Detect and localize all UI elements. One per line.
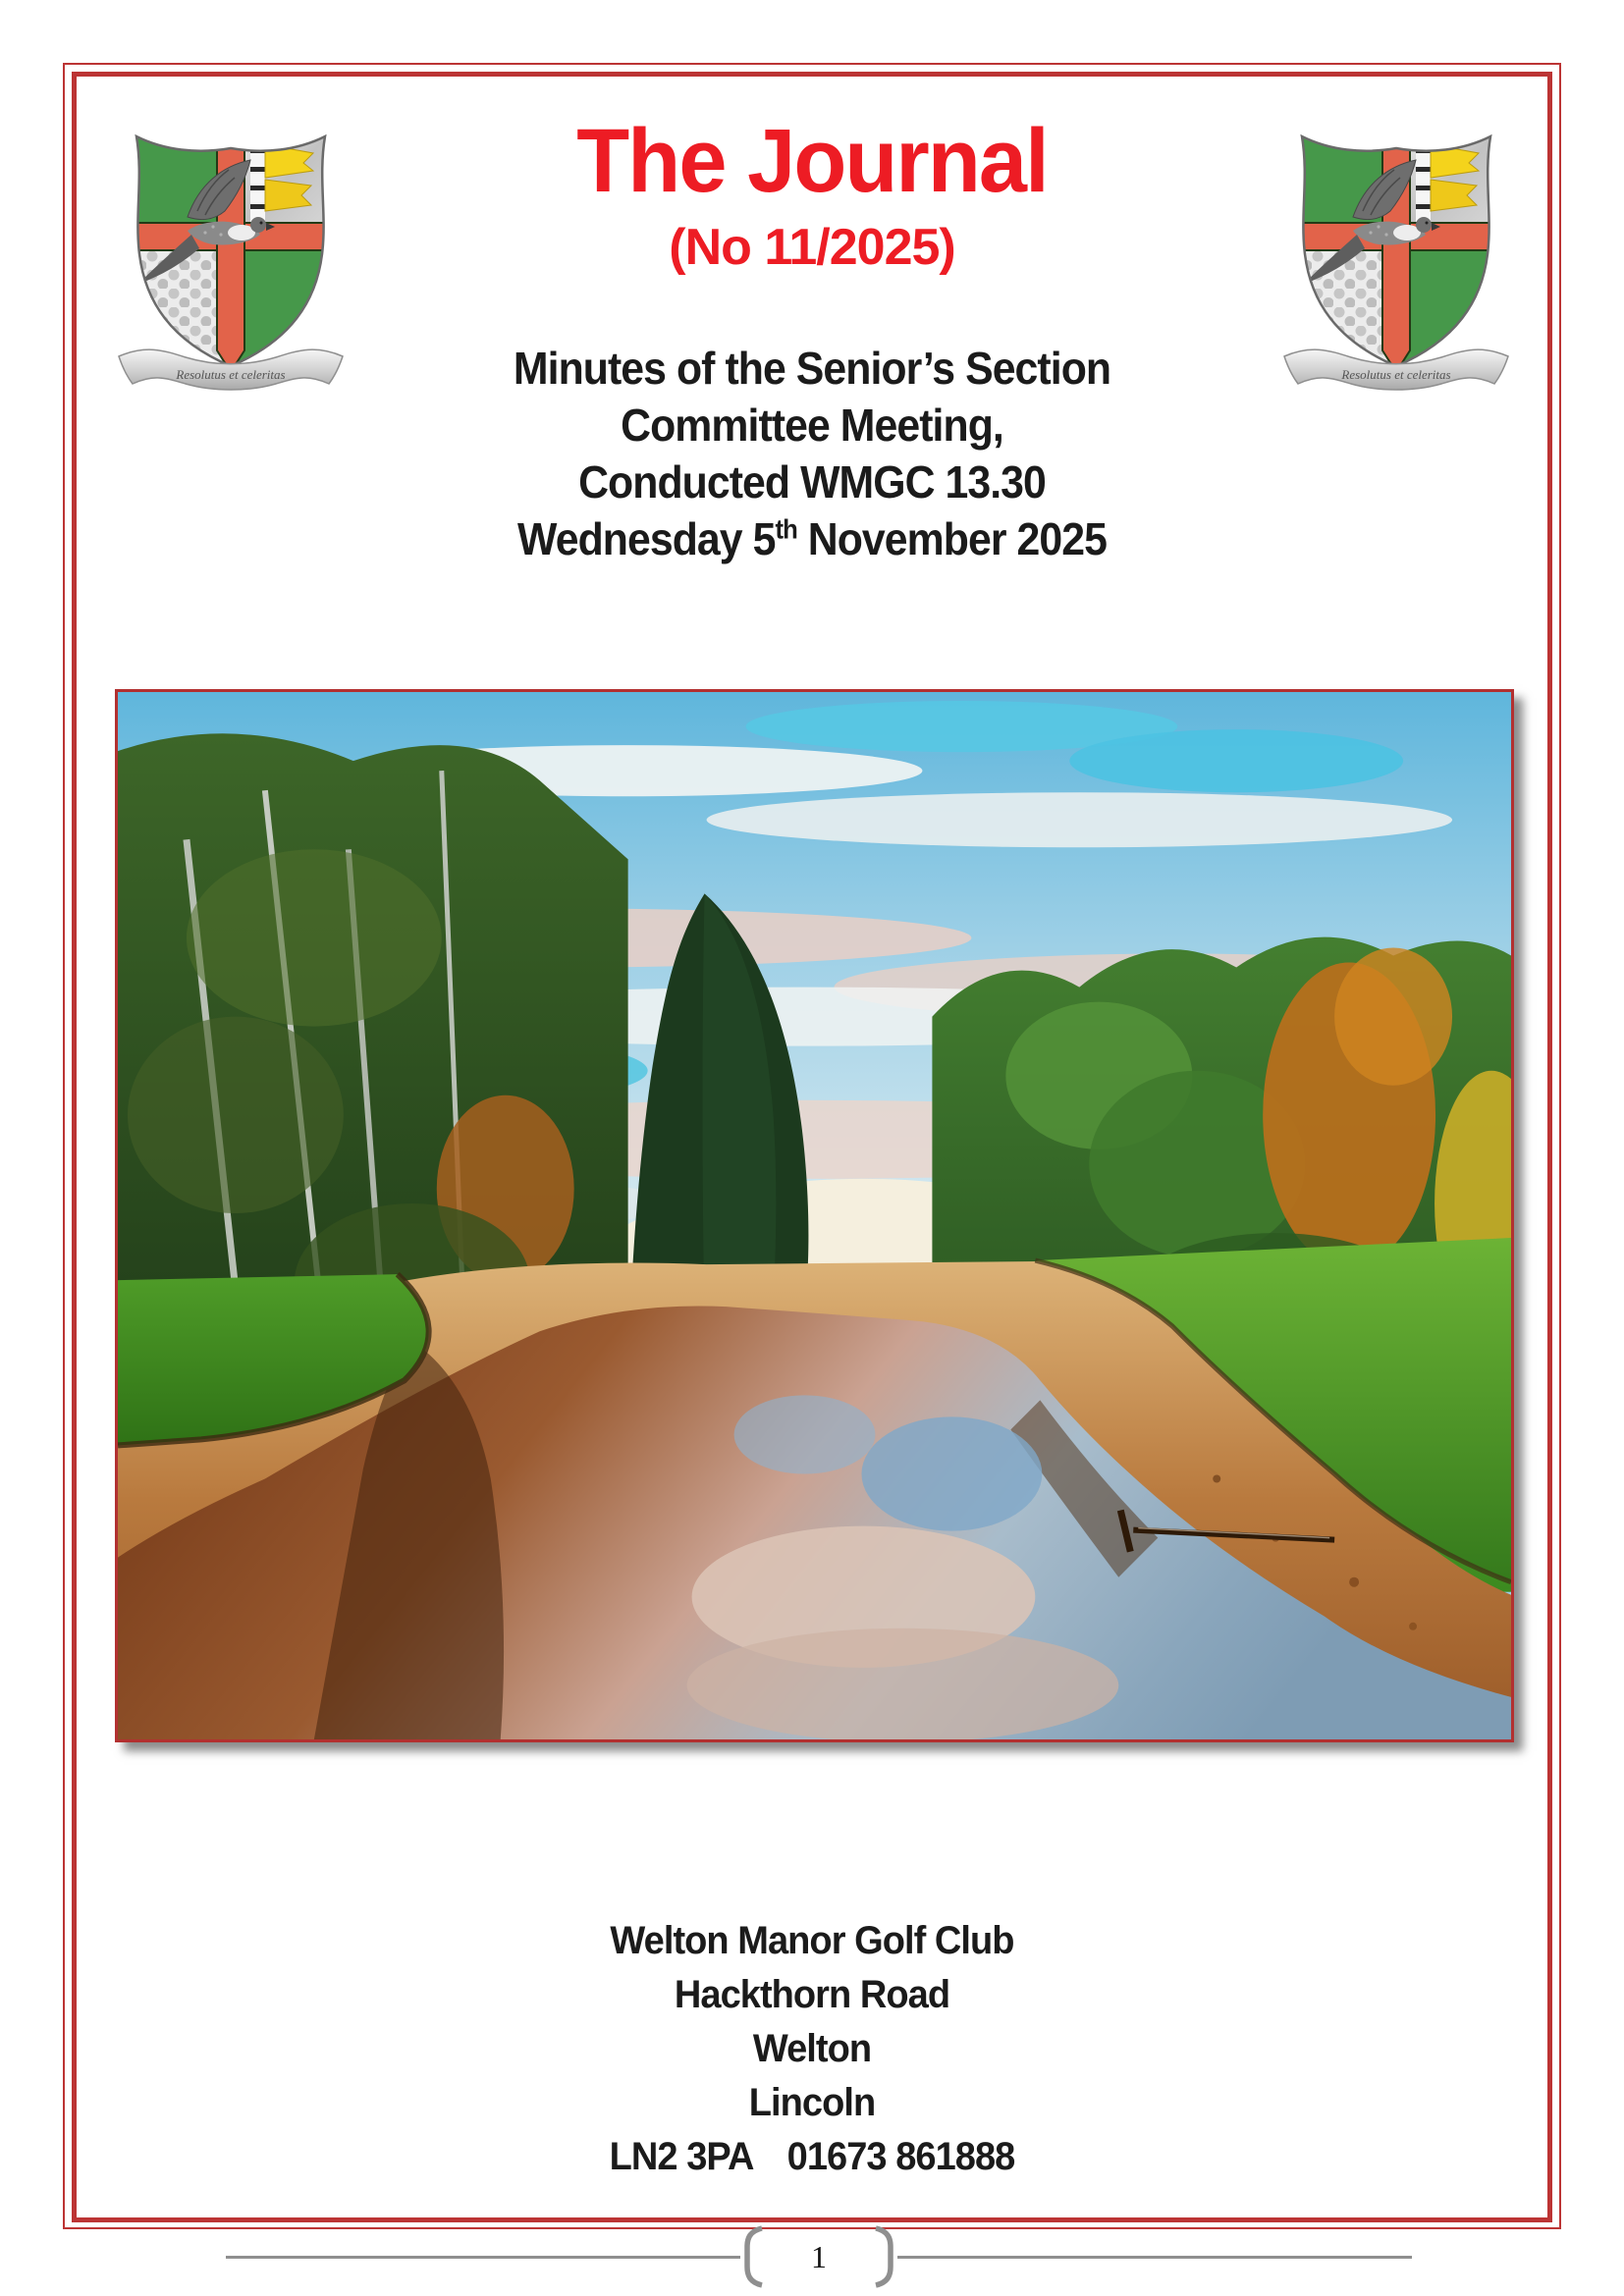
journal-title: The Journal [576, 111, 1048, 211]
page-number-bracket-right [872, 2225, 897, 2288]
heading-line-3: Conducted WMGC 13.30 [578, 456, 1046, 507]
journal-issue-number: (No 11/2025) [669, 219, 955, 276]
address-town: Welton [752, 2027, 872, 2070]
meeting-heading [57, 340, 1567, 567]
postcode: LN2 3PA [609, 2135, 754, 2178]
heading-line-1: Minutes of the Senior’s Section [513, 343, 1111, 394]
address-club-name: Welton Manor Golf Club [610, 1919, 1014, 1962]
heading-line-4: Wednesday 5th November 2025 [517, 513, 1107, 564]
heading-line-2: Committee Meeting, [621, 400, 1003, 451]
club-address [40, 1914, 1583, 2184]
footer-rule-left [226, 2256, 740, 2259]
course-photo [115, 689, 1514, 1742]
footer-rule-right [897, 2256, 1412, 2259]
course-photo-scene [118, 692, 1511, 1739]
address-postcode-phone [40, 2130, 1583, 2184]
page-number-bracket-left [740, 2225, 766, 2288]
address-street: Hackthorn Road [674, 1973, 950, 2016]
phone-number: 01673 861888 [786, 2135, 1015, 2178]
address-city: Lincoln [748, 2081, 876, 2124]
page-number: 1 [811, 2238, 827, 2274]
page-footer [0, 2224, 1624, 2289]
